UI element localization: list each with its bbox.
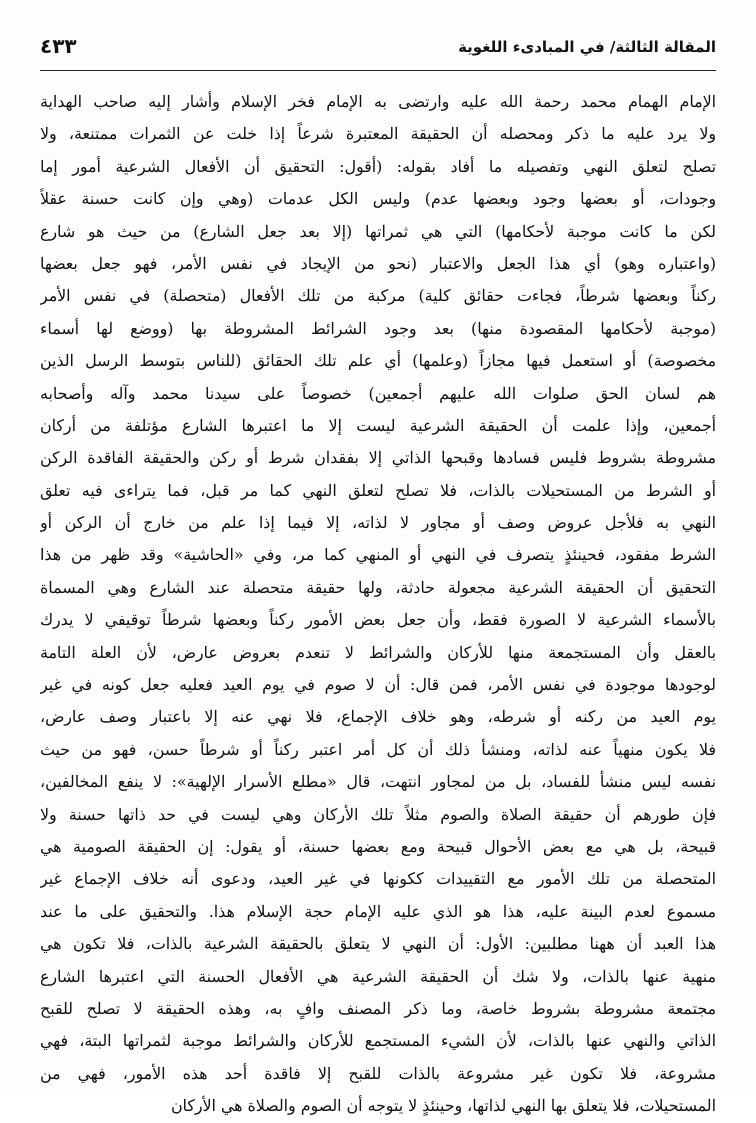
text-line: (موجبة لأحكامها المقصودة منها) بعد وجود الشرائط المشروطة بها (ووضع لها أسماء: [40, 318, 716, 338]
text-line: مخصوصة) أو استعمل فيها مجازاً (وعلمها) أي علم تلك الحقائق (للناس بتوسط الرسل الذين: [40, 351, 716, 371]
text-line: هم لسان الحق صلوات الله عليهم أجمعين) خصوصاً على سيدنا محمد وآله وأصحابه: [40, 383, 716, 403]
text-line: بالعقل وأن المستجمعة منها للأركان والشرائط لا تنعدم بعروض عارض، لأن العلة التامة: [40, 642, 716, 662]
page-header: [40, 30, 716, 70]
text-line: (واعتباره وهو) أي هذا الجعل والاعتبار (نحو من الإيجاد في نفس الأمر، فهو جعل بعضها: [40, 253, 716, 273]
text-line: يوم العيد من ركنه أو شرطه، وهو خلاف الإجماع، فلا نهي عنه إلا باعتبار وصف عارض،: [40, 707, 716, 727]
text-line: قبيحة، بل هي مع بعض الأحوال قبيحة ومع بعضها حسنة، أو يقول: إن الحقيقة الصومية هي: [40, 836, 716, 856]
text-line: فإن طورهم أن حقيقة الصلاة والصوم مثلاً تلك الأركان وهي ليست في حد ذاتها حسنة ولا: [40, 804, 716, 824]
text-line: مشروعة، فلا تكون غير مشروعة بالذات للقبح إلا فاقدة أحد هذه الأمور، فهي من: [40, 1063, 716, 1083]
text-line: مجتمعة مشروطة بشروط خاصة، وما ذكر المصنف وافٍ به، وهذه الحقيقة لا تصلح للقبح: [40, 998, 716, 1018]
text-line: لوجودها موجودة في نفس الأمر، فمن قال: أن لا صوم في يوم العيد فعليه جعل كونه في غير: [40, 675, 716, 695]
text-line: أو الشرط من المستحيلات بالذات، فلا تصلح لتعلق النهي كما مر قبل، فما يتراءى فيه تعلق: [40, 480, 716, 500]
text-line: الذاتي والنهي عنها بالذات، لأن الشيء المستجمع للأركان والشرائط موجبة لثمراتها البتة، فهي: [40, 1031, 716, 1051]
text-line: ركناً وبعضها شرطاً، فجاءت حقائق كلية) مركبة من تلك الأفعال (متحصلة) في نفس الأمر: [40, 286, 716, 306]
text-line: الشرط مفقود، فحينئذٍ يتصرف في النهي أو المنهي كما مر، وفي «الحاشية» وقد ظهر من هذا: [40, 545, 716, 565]
text-line: نفسه ليس منشأ للفساد، بل من لمجاور انتهت، قال «مطلع الأسرار الإلهية»: لا ينفع المخالفين،: [40, 772, 716, 792]
text-line: التحقيق أن الحقيقة الشرعية مجعولة حادثة، ولها حقيقة متحصلة عند الشارع وهي المسماة: [40, 577, 716, 597]
text-line: فلا يكون منهياً عنه لذاته، ومنشأ ذلك أن كل أمر اعتبر ركناً أو شرطاً حسن، فهو من حيث: [40, 739, 716, 759]
text-line: النهي به فلأجل عروض وصف أو مجاور لا لذاته، إلا فيما إذا علم من خارج أن الركن أو: [40, 513, 716, 533]
text-line: وجودات، أو بعضها وجود وبعضها عدم) وليس الكل عدمات (وهي وإن كانت حسنة عقلاً: [40, 189, 716, 209]
text-line: المستحيلات، فلا يتعلق بها النهي لذاتها، وحينئذٍ لا يتوجه أن الصوم والصلاة هي الأركان: [170, 1096, 716, 1116]
running-title: المقالة الثالثة/ في المبادىء اللغوية: [458, 38, 716, 56]
text-line: مشروطة بشروط فليس فسادها وقبحها الذاتي إلا بفقدان شرط أو ركن والحقيقة الفاقدة الركن: [40, 448, 716, 468]
text-line: الإمام الهمام محمد رحمة الله عليه وارتضى به الإمام فخر الإسلام وأشار إليه صاحب الهداية: [40, 92, 716, 111]
header-rule: [40, 70, 716, 71]
text-line: المتحصلة من تلك الأمور مع التقييدات ككونها في غير العيد، ودعوى أنه خلاف الإجماع غير: [40, 869, 716, 889]
body-text: [40, 86, 716, 1123]
text-line: مسموع لعدم البينة عليه، هذا هو الذي عليه الإمام حجة الإسلام هذا. والتحقيق على ما عند: [40, 901, 716, 921]
text-line: ولا يرد عليه ما ذكر ومحصله أن الحقيقة المعتبرة شرعاً إذا خلت عن الثمرات ممتنعة، ولا: [40, 124, 716, 144]
text-line: منهية عنها بالذات، ولا شك أن الحقيقة الشرعية هي الأفعال الحسنة التي اعتبرها الشارع: [40, 966, 716, 986]
text-line: بالأسماء الشرعية لا الصورة فقط، وأن جعل بعض الأمور ركناً وبعضها شرطاً توقيفي لا يدرك: [40, 610, 716, 630]
text-line: تصلح لتعلق النهي وتفصيله ما أفاد بقوله: (أقول: التحقيق أن الأفعال الشرعية أمور إما: [40, 156, 716, 176]
text-line: لكن ما كانت موجبة لأحكامها) التي هي ثمراتها (إلا بعد جعل الشارع) من حيث هو شارع: [40, 221, 716, 241]
text-line: هذا العبد أن ههنا مطلبين: الأول: أن النهي لا يتعلق بالحقيقة الشرعية بالذات، فلا تكون هي: [40, 934, 716, 954]
text-line: أجمعين، وإذا علمت أن الحقيقة الشرعية ليست إلا ما اعتبرها الشارع مؤتلفة من أركان: [40, 415, 716, 435]
page-number: ٤٣٣: [40, 34, 77, 58]
